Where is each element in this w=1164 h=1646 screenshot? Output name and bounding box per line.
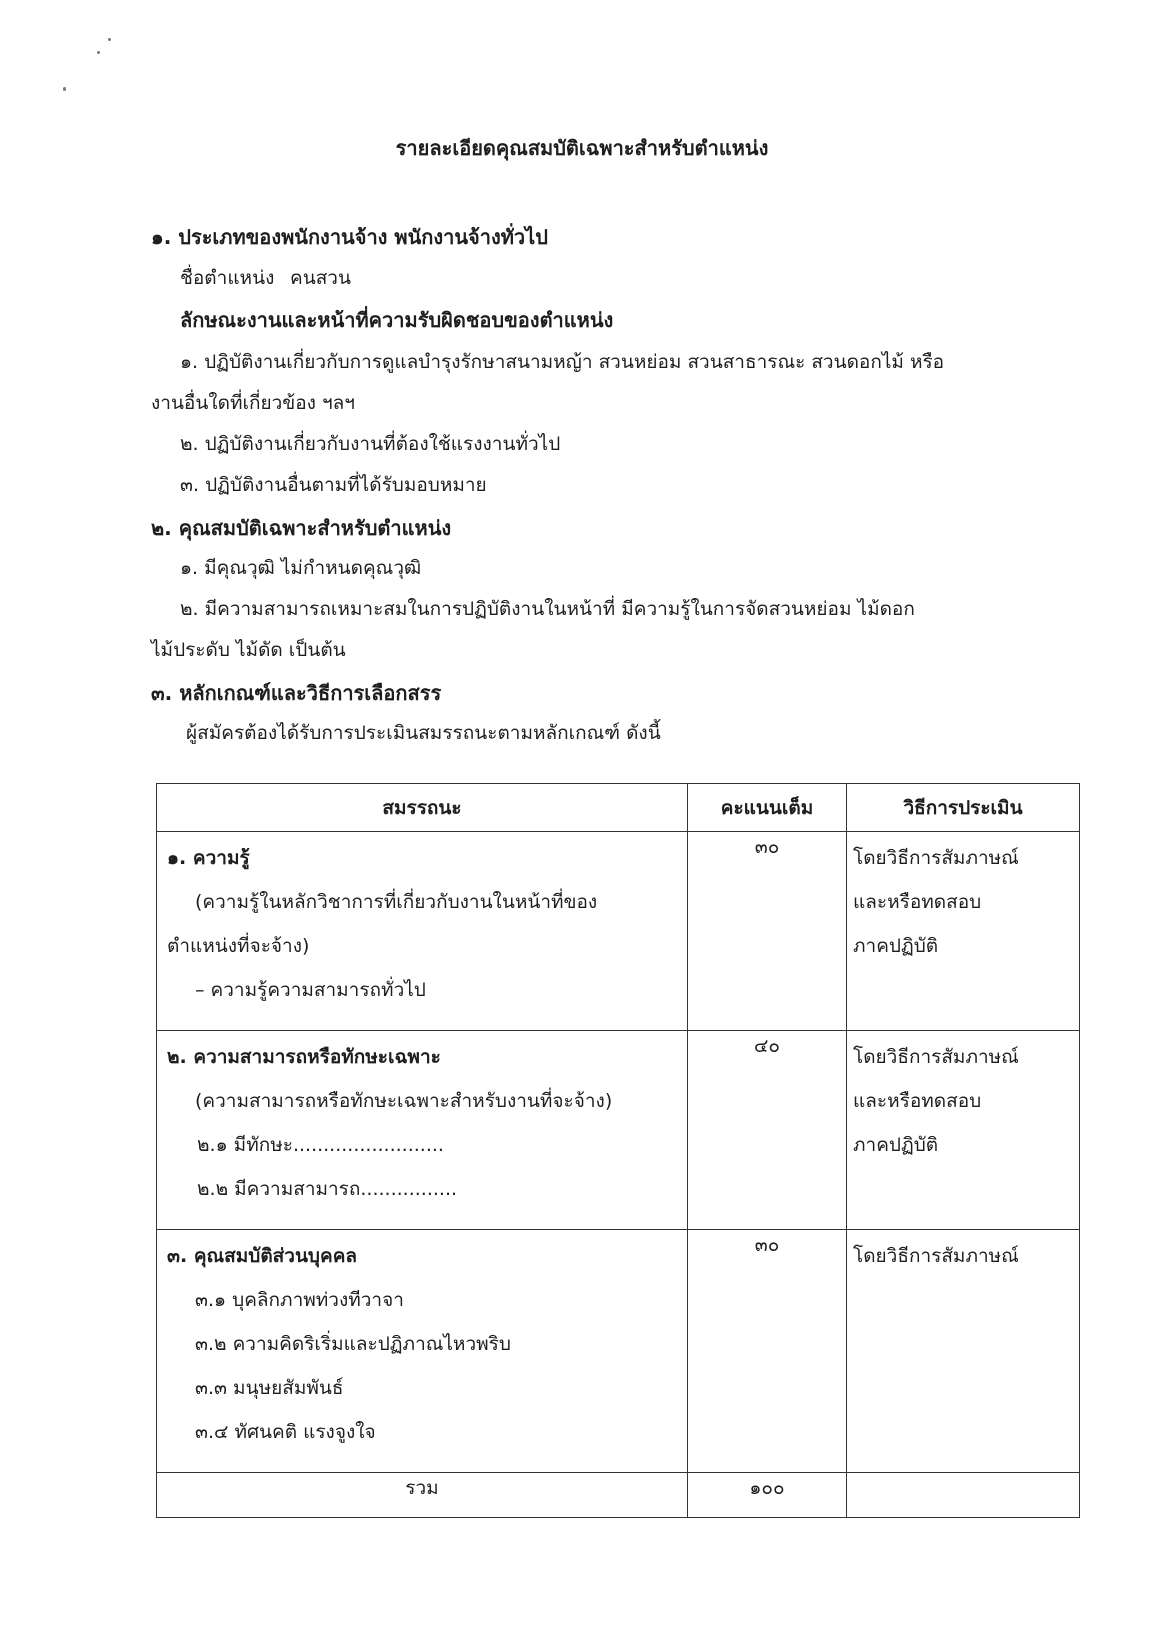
position-label: ชื่อตำแหน่ง: [180, 267, 275, 289]
row-detail: (ความสามารถหรือทักษะเฉพาะสำหรับงานที่จะจ้าง): [195, 1090, 613, 1112]
document-title: รายละเอียดคุณสมบัติเฉพาะสำหรับตำแหน่ง: [395, 136, 769, 160]
row-detail: (ความรู้ในหลักวิชาการที่เกี่ยวกับงานในหน้าที่ของ: [195, 891, 598, 913]
row-title: ๑. ความรู้: [167, 847, 250, 869]
duties-heading: ลักษณะงานและหน้าที่ความรับผิดชอบของตำแหน่ง: [180, 308, 614, 332]
duty-1-line-1: ๑. ปฏิบัติงานเกี่ยวกับการดูแลบำรุงรักษาสนามหญ้า สวนหย่อม สวนสาธารณะ สวนดอกไม้ หรือ: [180, 351, 945, 373]
row-detail: ๒.๑ มีทักษะ.........................: [197, 1134, 444, 1156]
qualification-2-line-1: ๒. มีความสามารถเหมาะสมในการปฏิบัติงานในหน้าที่ มีความรู้ในการจัดสวนหย่อม ไม้ดอก: [180, 598, 915, 620]
row-detail: ๒.๒ มีความสามารถ................: [197, 1178, 458, 1200]
total-label: รวม: [157, 1473, 688, 1518]
scan-speck: [108, 38, 111, 41]
row-detail: – ความรู้ความสามารถทั่วไป: [195, 979, 426, 1001]
qualification-1: ๑. มีคุณวุฒิ ไม่กำหนดคุณวุฒิ: [180, 557, 422, 579]
total-method-empty: [847, 1473, 1080, 1518]
table-row: [157, 1230, 1080, 1473]
table-row: [157, 832, 1080, 1031]
section2-heading: ๒. คุณสมบัติเฉพาะสำหรับตำแหน่ง: [151, 516, 452, 540]
row-method: โดยวิธีการสัมภาษณ์: [853, 1245, 1019, 1267]
row-method: โดยวิธีการสัมภาษณ์: [853, 847, 1019, 869]
scan-speck: [63, 87, 66, 91]
row-detail: ๓.๔ ทัศนคติ แรงจูงใจ: [195, 1421, 376, 1443]
row-detail: ๓.๓ มนุษยสัมพันธ์: [195, 1377, 344, 1399]
row-detail: ตำแหน่งที่จะจ้าง): [167, 935, 310, 957]
table-total-row: [157, 1473, 1080, 1518]
header-assessment-method: วิธีการประเมิน: [847, 784, 1080, 832]
table-header-row: [157, 784, 1080, 832]
section3-heading: ๓. หลักเกณฑ์และวิธีการเลือกสรร: [151, 681, 442, 705]
duty-1-line-2: งานอื่นใดที่เกี่ยวข้อง ฯลฯ: [151, 392, 355, 414]
row-score: ๓๐: [688, 832, 847, 1031]
row-score: ๓๐: [688, 1230, 847, 1473]
row-detail: ๓.๒ ความคิดริเริ่มและปฏิภาณไหวพริบ: [195, 1333, 511, 1355]
duty-3: ๓. ปฏิบัติงานอื่นตามที่ได้รับมอบหมาย: [180, 474, 487, 496]
section3-intro: ผู้สมัครต้องได้รับการประเมินสมรรถนะตามหลักเกณฑ์ ดังนี้: [186, 722, 661, 744]
duty-2: ๒. ปฏิบัติงานเกี่ยวกับงานที่ต้องใช้แรงงานทั่วไป: [180, 433, 561, 455]
table-row: [157, 1031, 1080, 1230]
row-method: และหรือทดสอบ: [853, 891, 982, 913]
row-method: โดยวิธีการสัมภาษณ์: [853, 1046, 1019, 1068]
section1-heading: ๑. ประเภทของพนักงานจ้าง พนักงานจ้างทั่วไป: [151, 225, 548, 249]
row-method: และหรือทดสอบ: [853, 1090, 982, 1112]
row-score: ๔๐: [688, 1031, 847, 1230]
row-title: ๓. คุณสมบัติส่วนบุคคล: [167, 1245, 358, 1267]
row-method: ภาคปฏิบัติ: [853, 935, 939, 957]
competency-table: [156, 783, 1080, 1518]
position-value: คนสวน: [290, 267, 351, 289]
total-score: ๑๐๐: [688, 1473, 847, 1518]
header-competency: สมรรถนะ: [157, 784, 688, 832]
row-title: ๒. ความสามารถหรือทักษะเฉพาะ: [167, 1046, 441, 1068]
scan-speck: [97, 51, 100, 54]
row-method: ภาคปฏิบัติ: [853, 1134, 939, 1156]
header-full-score: คะแนนเต็ม: [688, 784, 847, 832]
row-detail: ๓.๑ บุคลิกภาพท่วงทีวาจา: [195, 1289, 404, 1311]
qualification-2-line-2: ไม้ประดับ ไม้ดัด เป็นต้น: [151, 639, 346, 661]
